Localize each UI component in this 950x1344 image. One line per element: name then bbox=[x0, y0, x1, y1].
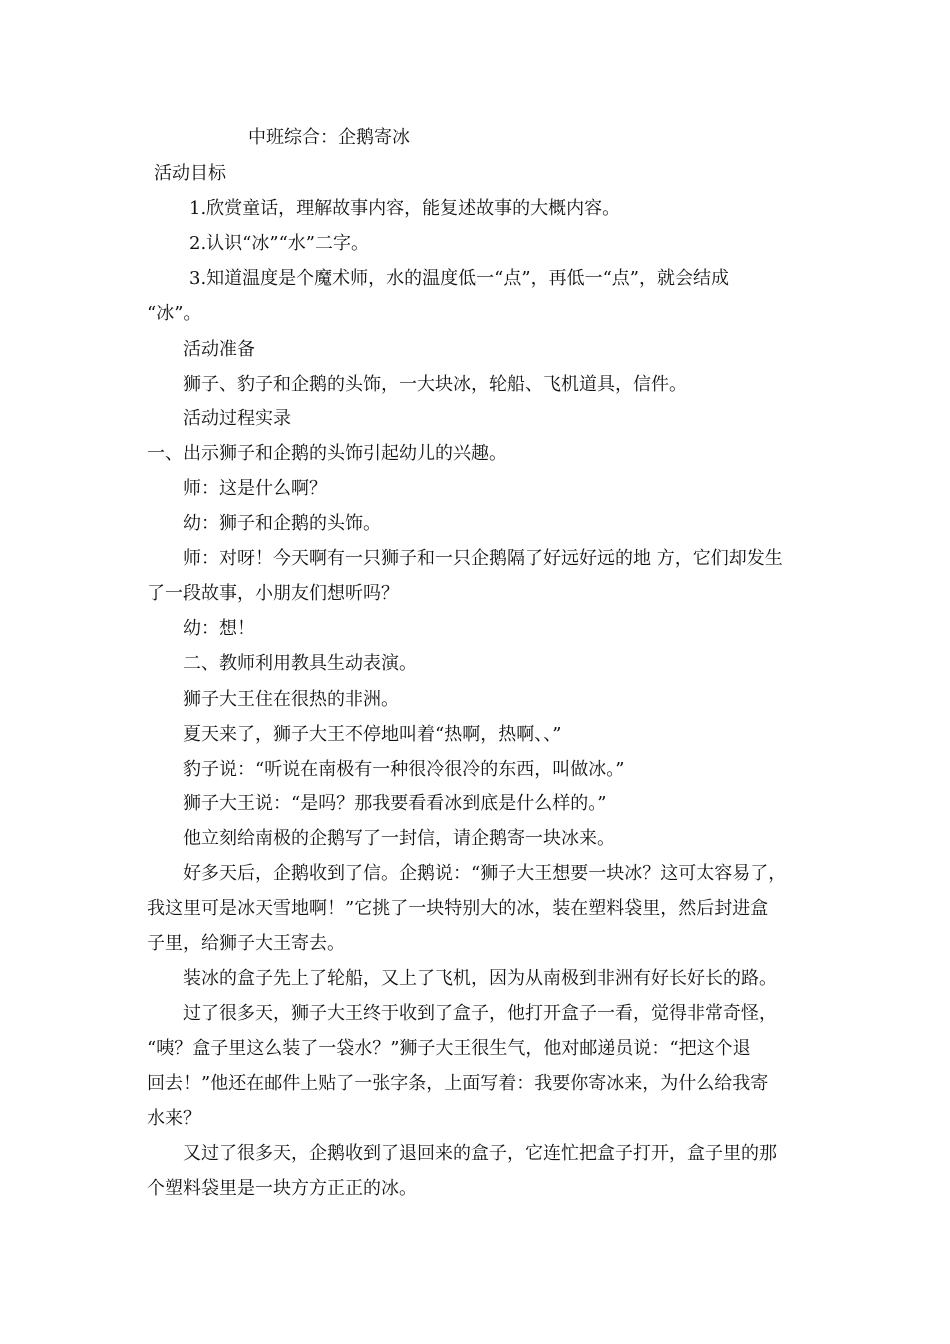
paragraph-line: 我这里可是冰天雪地啊！”它挑了一块特别大的冰，装在塑料袋里，然后封进盒 bbox=[147, 898, 769, 919]
paragraph-line: 过了很多天，狮子大王终于收到了盒子，他打开盒子一看，觉得非常奇怪， bbox=[183, 1003, 777, 1024]
paragraph-line: 又过了很多天，企鹅收到了退回来的盒子，它连忙把盒子打开，盒子里的那 bbox=[183, 1143, 777, 1164]
paragraph-line: 夏天来了，狮子大王不停地叫着“热啊，热啊、、” bbox=[183, 724, 562, 745]
section-heading: 活动准备 bbox=[183, 339, 255, 360]
paragraph-line: 狮子大王说：“是吗？那我要看看冰到底是什么样的。” bbox=[183, 793, 607, 814]
paragraph-line: 回去！”他还在邮件上贴了一张字条，上面写着：我要你寄冰来，为什么给我寄 bbox=[147, 1073, 769, 1094]
paragraph-line: 狮子、豹子和企鹅的头饰，一大块冰，轮船、飞机道具，信件。 bbox=[183, 374, 687, 395]
section-heading: 活动过程实录 bbox=[183, 408, 291, 429]
paragraph-line: “咦？盒子里这么装了一袋水？”狮子大王很生气，他对邮递员说：“把这个退 bbox=[147, 1038, 751, 1059]
paragraph-line: 子里，给狮子大王寄去。 bbox=[147, 933, 345, 954]
paragraph-line: 1.欣赏童话，理解故事内容，能复述故事的大概内容。 bbox=[189, 198, 621, 219]
paragraph-line: 2.认识“冰”“水”二字。 bbox=[189, 233, 369, 254]
paragraph-line: 水来？ bbox=[147, 1108, 201, 1129]
paragraph-line: 幼：想！ bbox=[183, 618, 255, 639]
paragraph-line: 个塑料袋里是一块方方正正的冰。 bbox=[147, 1178, 417, 1199]
paragraph-line: 他立刻给南极的企鹅写了一封信，请企鹅寄一块冰来。 bbox=[183, 828, 615, 849]
section-heading: 活动目标 bbox=[154, 163, 226, 184]
paragraph-line: 装冰的盒子先上了轮船，又上了飞机，因为从南极到非洲有好长好长的路。 bbox=[183, 968, 777, 989]
paragraph-line: 二、教师利用教具生动表演。 bbox=[183, 653, 417, 674]
paragraph-line: 3.知道温度是个魔术师，水的温度低一“点”，再低一“点”，就会结成 bbox=[189, 268, 729, 289]
paragraph-line: 了一段故事，小朋友们想听吗？ bbox=[147, 583, 399, 604]
paragraph-line: 一、出示狮子和企鹅的头饰引起幼儿的兴趣。 bbox=[147, 443, 507, 464]
paragraph-line: 狮子大王住在很热的非洲。 bbox=[183, 689, 399, 710]
paragraph-line: 好多天后，企鹅收到了信。企鹅说：“狮子大王想要一块冰？这可太容易了， bbox=[183, 863, 787, 884]
paragraph-line: “冰”。 bbox=[147, 303, 202, 324]
page-title: 中班综合：企鹅寄冰 bbox=[248, 127, 410, 148]
paragraph-line: 师：对呀！今天啊有一只狮子和一只企鹅隔了好远好远的地 方，它们却发生 bbox=[183, 548, 783, 569]
paragraph-line: 豹子说：“听说在南极有一种很冷很冷的东西，叫做冰。” bbox=[183, 759, 625, 780]
paragraph-line: 幼：狮子和企鹅的头饰。 bbox=[183, 513, 381, 534]
paragraph-line: 师：这是什么啊？ bbox=[183, 478, 327, 499]
